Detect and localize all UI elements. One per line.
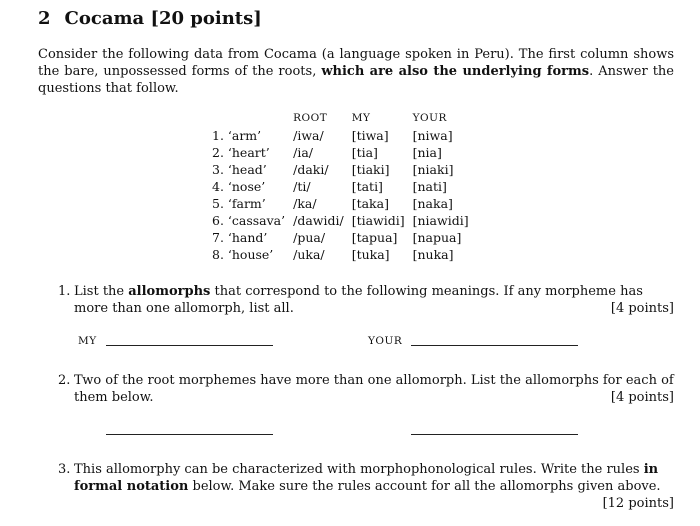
table-row [212,127,477,144]
question-2: 2. Two of the root morphemes have more than one allomorph. List the allomorphs for each of them below. [4 points] [58,373,674,405]
root-cell: /ka/ [293,196,317,211]
gloss-cell: 2. ‘heart’ [212,145,270,160]
my-cell: [taka] [351,196,389,211]
allomorph-answer-line-2[interactable] [411,434,578,435]
gloss-cell: 4. ‘nose’ [212,179,266,194]
your-cell: [niwa] [412,128,453,143]
your-cell: [niaki] [412,162,454,177]
root-cell: /uka/ [293,247,325,262]
root-cell: /ia/ [293,145,313,160]
root-cell: /iwa/ [293,128,324,143]
question-number: 2. [58,373,71,388]
table-row [212,161,477,178]
gloss-cell: 6. ‘cassava’ [212,213,286,228]
table-row [212,195,477,212]
header-your: YOUR [412,112,447,124]
my-answer-label: MY [78,335,97,347]
gloss-cell: 5. ‘farm’ [212,196,266,211]
question-number: 1. [58,284,71,299]
question-1: 1. List the allomorphs that correspond to the following meanings. If any morpheme has more than one allomorph, list all. [4 points] [58,284,674,316]
intro-paragraph: Consider the following data from Cocama (a language spoken in Peru). The first column shows the bare, unpossessed forms of the roots, which are also the underlying forms. Answer the questions that follow. [38,47,674,96]
your-answer-line[interactable] [411,345,578,346]
your-cell: [nuka] [412,247,454,262]
table-header-row [212,110,477,127]
gloss-cell: 8. ‘house’ [212,247,274,262]
table-row [212,178,477,195]
your-cell: [napua] [412,230,462,245]
my-cell: [tiawidi] [351,213,405,228]
your-cell: [nati] [412,179,447,194]
table-row [212,144,477,161]
your-cell: [niawidi] [412,213,469,228]
my-cell: [tapua] [351,230,398,245]
my-cell: [tuka] [351,247,390,262]
points-label: [4 points] [610,390,674,405]
section-number: 2 [38,8,51,29]
my-cell: [tiwa] [351,128,389,143]
table-row [212,246,477,263]
gloss-cell: 1. ‘arm’ [212,128,262,143]
gloss-cell: 7. ‘hand’ [212,230,268,245]
question-number: 3. [58,462,71,477]
my-answer-line[interactable] [106,345,273,346]
table-row [212,229,477,246]
points-label: [12 points] [602,496,674,511]
table-row [212,212,477,229]
root-cell: /pua/ [293,230,326,245]
root-cell: /daki/ [293,162,329,177]
my-cell: [tiaki] [351,162,390,177]
header-my: MY [351,112,371,124]
root-cell: /ti/ [293,179,311,194]
gloss-cell: 3. ‘head’ [212,162,267,177]
your-cell: [nia] [412,145,442,160]
root-cell: /dawidi/ [293,213,344,228]
question-emphasis: allomorphs [128,284,211,299]
question-3: 3. This allomorphy can be characterized with morphophonological rules. Write the rules in formal notation below. Make sure the rules account for all the allomorphs given above. [12 points] [58,462,674,511]
data-table [212,110,477,263]
your-cell: [naka] [412,196,453,211]
my-cell: [tia] [351,145,378,160]
question-emphasis: in formal notation [74,462,659,494]
points-label: [4 points] [610,301,674,316]
section-heading [38,8,262,29]
section-title: Cocama [20 points] [64,8,262,29]
your-answer-label: YOUR [368,335,403,347]
my-cell: [tati] [351,179,383,194]
header-root: ROOT [293,112,328,124]
intro-emphasis: which are also the underlying forms [321,64,590,79]
allomorph-answer-line-1[interactable] [106,434,273,435]
